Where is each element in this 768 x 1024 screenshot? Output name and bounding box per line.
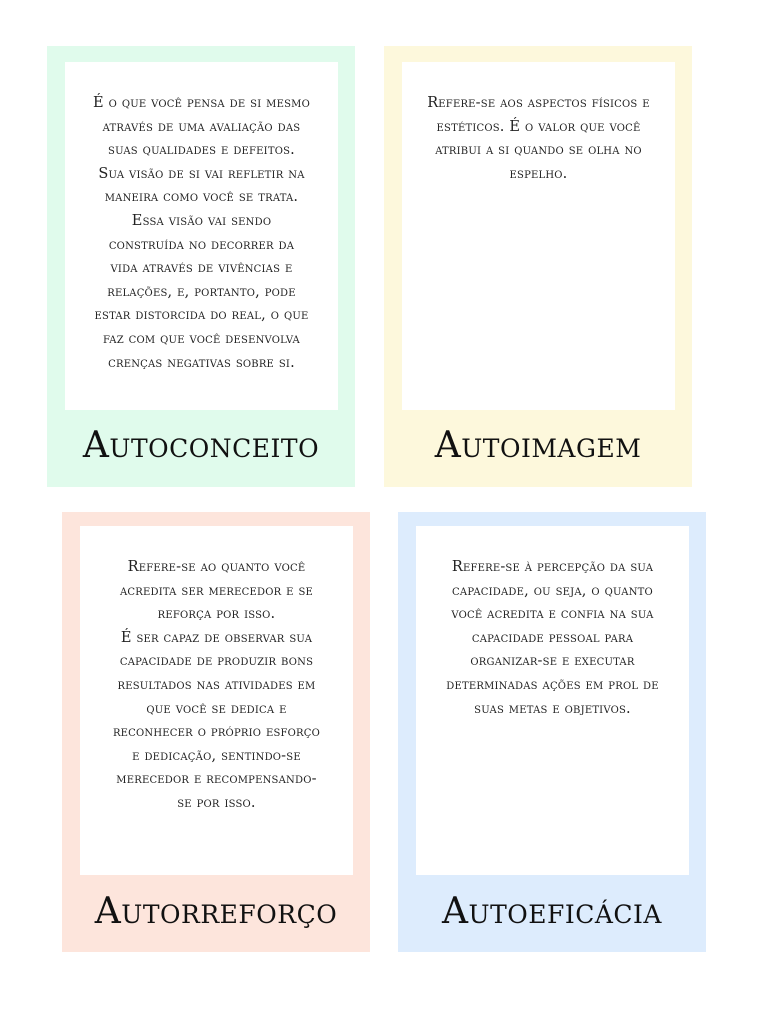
card-title: Autoconceito: [82, 425, 320, 466]
card-autoconceito: [47, 46, 355, 487]
card-description: Refere-se aos aspectos físicos e estéticos. É o valor que você atribui a si quando se olha no espelho.: [427, 95, 650, 182]
card-title: Autorreforço: [94, 891, 338, 932]
card-description-panel: [80, 526, 353, 875]
card-autoimagem: [384, 46, 692, 487]
card-description-panel: [416, 526, 689, 875]
card-description: Refere-se à percepção da sua capacidade, ou seja, o quanto você acredita e confia na sua capacidade pessoal para organizar-se e executar determinadas ações em prol de suas metas e objetivos.: [446, 559, 659, 717]
card-title: Autoimagem: [434, 425, 642, 466]
card-title: Autoeficácia: [442, 891, 662, 932]
card-description-panel: [65, 62, 338, 410]
card-description: Refere-se ao quanto você acredita ser merecedor e se reforça por isso. É ser capaz de observar sua capacidade de produzir bons resultados nas atividades em que você se dedica e reconhecer o próprio esforço e dedicação, sentindo-se merecedor e recompensando- se por isso.: [112, 559, 321, 811]
card-description-panel: [402, 62, 675, 410]
card-autoeficacia: [398, 512, 706, 952]
card-description: É o que você pensa de si mesmo através de uma avaliação das suas qualidades e defeitos. Sua visão de si vai refletir na maneira como você se trata. Essa visão vai sendo construída no decorrer da vida através de vivências e relações, e, portanto, pode estar distorcida do real, o que faz com que você desenvolva crenças negativas sobre si.: [93, 95, 310, 371]
card-autorreforco: [62, 512, 370, 952]
